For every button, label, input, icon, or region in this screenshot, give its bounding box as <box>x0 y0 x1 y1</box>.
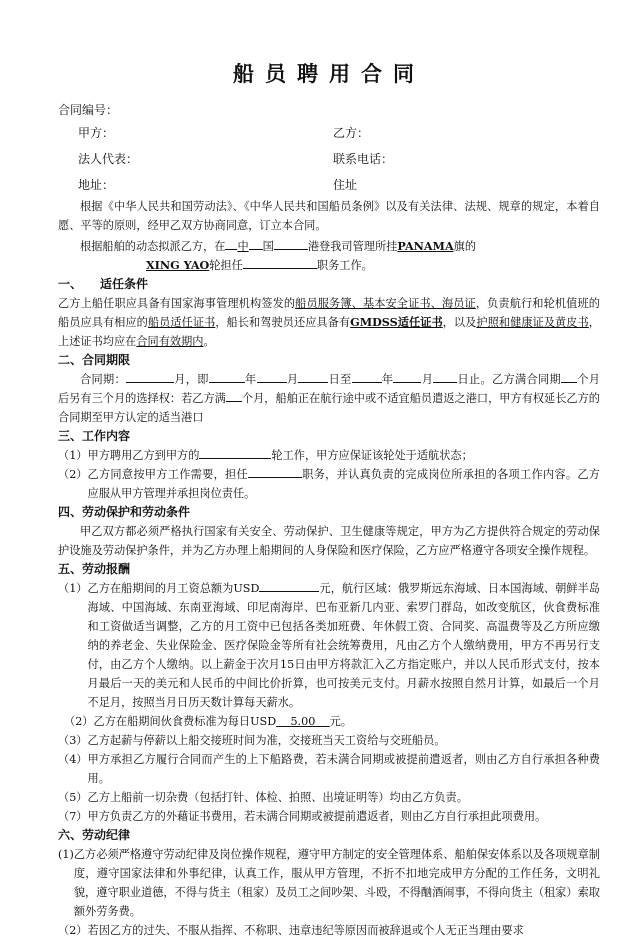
section-2-text: 合同期： 月，即 年 月 日至 年 月 日止。乙方满合同期 个月后另有三个月的选择权：若乙方满 个月，船舶正在航行途中或不适宜船员遣返之港口，甲方有权延长乙方的合同期至甲方认定的适当港口 <box>58 370 600 427</box>
section-4-text: 甲乙双方都必须严格执行国家有关安全、劳动保护、卫生健康等规定，甲方为乙方提供符合规定的劳动保护设施及劳动保护条件，并为乙方办理上船期间的人身保险和医疗保险，乙方应严格遵守各项安全操作规程。 <box>58 525 600 557</box>
ship-name: XING YAO <box>146 258 210 272</box>
section-4-heading: 四、劳动保护和劳动条件 <box>58 505 191 519</box>
section-5-item-2: （2） 乙方在船期间伙食费标准为每日USD 5.00 元。 <box>64 715 352 728</box>
party-a-label: 甲方： <box>78 126 115 140</box>
section-5-item-7: （7） 甲方负责乙方的外藉证书费用，若未满合同期或被提前遣返者，则由乙方自行承担此项费用。 <box>58 810 547 823</box>
section-5-item-5: （5） 乙方上船前一切杂费（包括打针、体检、拍照、出境证明等）均由乙方负责。 <box>58 791 468 804</box>
address-row <box>58 175 600 195</box>
assignment-paragraph: 根据船舶的动态拟派乙方，在 中 国 港登我司管理所挂PANAMA旗的 <box>80 239 477 253</box>
legal-rep-label: 法人代表： <box>78 152 139 166</box>
section-1-text: 乙方上船任职应具备有国家海事管理机构签发的船员服务簿、基本安全证书、海员证，负责航行和轮机值班的船员应具有相应的船员适任证书，船长和驾驶员还应具备有GMDSS适任证书，以及护照和健康证及黄皮书，上述证书均应在合同有效期内。 <box>58 297 600 348</box>
assignment-paragraph-2: XING YAO轮担任 职务工作。 <box>146 258 373 272</box>
intro-paragraph: 根据《中华人民共和国劳动法》、《中华人民共和国船员条例》以及有关法律、法规、规章的规定，本着自愿、平等的原则，经甲乙双方协商同意，订立本合同。 <box>58 200 600 232</box>
section-6-item-1: (1) 乙方必须严格遵守劳动纪律及岗位操作规程，遵守甲方制定的安全管理体系、船舶保安体系以及各项规章制度，遵守国家法律和外事纪律，认真工作，服从甲方管理，不折不扣地完成甲方分配的工作任务，文明礼貌，遵守职业道德，不得与货主（租家）及员工之间吵架、斗殴，不得酗酒闹事，不得向货主（租家）索取额外劳务费。 <box>58 848 600 918</box>
country-value: 中 <box>237 240 249 253</box>
contact-phone-label: 联系电话： <box>333 152 394 166</box>
contact-row <box>58 149 600 169</box>
address-b-label: 住址 <box>333 178 358 192</box>
flag-value: PANAMA <box>397 239 454 253</box>
section-3-item-1: （1） 甲方聘用乙方到甲方的 轮工作，甲方应保证该轮处于适航状态； <box>58 446 600 465</box>
section-5-item-3: （3） 乙方起薪与停薪以上船交接班时间为准，交接班当天工资给与交班船员。 <box>58 734 446 747</box>
page-title: 船员聘用合同 <box>233 62 425 86</box>
party-row <box>58 123 600 143</box>
section-6-item-2: （2） 若因乙方的过失、不服从指挥、不称职、违章违纪等原因而被辞退或个人无正当理由要求 <box>58 924 524 937</box>
address-a-label: 地址： <box>78 178 115 192</box>
section-6-heading: 六、劳动纪律 <box>58 828 131 842</box>
section-5-heading: 五、劳动报酬 <box>58 562 131 576</box>
section-3-item-2: （2） 乙方同意按甲方工作需要，担任 职务，并认真负责的完成岗位所承担的各项工作内容。乙方应服从甲方管理并承担岗位责任。 <box>58 465 600 503</box>
section-3-heading: 三、工作内容 <box>58 429 131 443</box>
section-1-heading: 一、 适任条件 <box>58 277 149 291</box>
meal-allowance-value: 5.00 <box>290 715 316 728</box>
section-2-heading: 二、合同期限 <box>58 353 131 367</box>
section-5-item-4: （4） 甲方承担乙方履行合同而产生的上下船路费，若未满合同期或被提前遣返者，则由乙方自行承担各种费用。 <box>58 753 600 785</box>
contract-number-label: 合同编号： <box>58 103 119 117</box>
party-b-label: 乙方： <box>333 126 370 140</box>
section-5-item-1: （1） 乙方在船期间的月工资总额为USD 元，航行区域：俄罗斯远东海域、日本国海域、朝鲜半岛海域、中国海域、东南亚海域、印尼南海岸、巴布亚新几内亚、索罗门群岛，如改变航区，伙食费标准和工资做适当调整，乙方的月工资中已包括各类加班费、年休假工资、合同奖、高温费等及乙方所应缴纳的养老金、失业保险金、医疗保险金等所有社会统筹费用，凡由乙方个人缴纳费用，甲方不再另行支付，由乙方个人缴纳。以上薪金于次月15日由甲方将款汇入乙方指定账户，并以人民币形式支付，按本月最后一天的美元和人民币的中间比价折算，也可按美元支付。月薪水按照自然月计算，如最后一个月不足月，按照当月日历天数计算每天薪水。 <box>58 579 600 712</box>
